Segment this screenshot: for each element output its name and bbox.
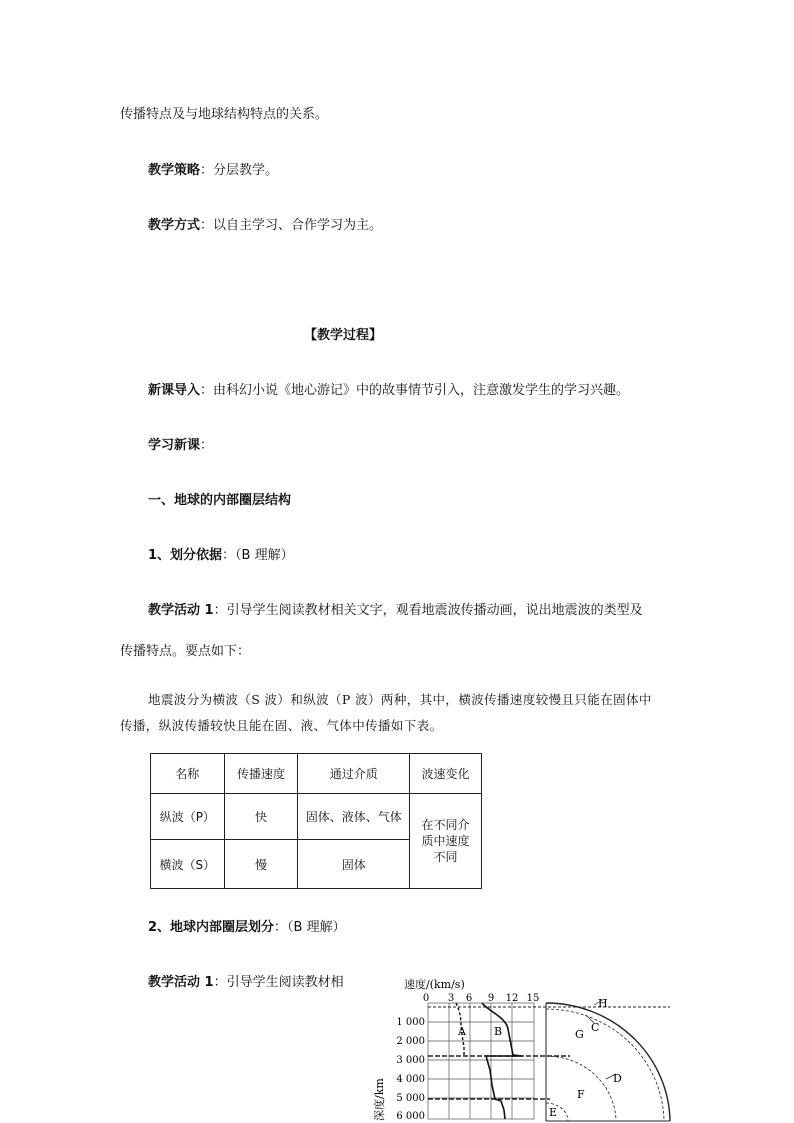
depth-axis-label: 深度/km [373,1078,386,1121]
header-cell: 名称 [151,754,225,794]
depth-tick: 1 000 [396,1017,425,1028]
table-cell: 固体 [298,840,410,889]
header-cell: 波速变化 [409,754,481,794]
activity1-label: 教学活动 1 [148,603,214,618]
change-line-1: 在不同介 [421,818,470,832]
sub1-text: ：（B 理解） [222,548,294,563]
header-cell: 传播速度 [224,754,298,794]
activity1-text: ：引导学生阅读教材相关文字，观看地震波传播动画，说出地震波的类型及 [213,603,643,618]
activity2-line [148,974,344,992]
sub2-label: 2、地球内部圈层划分 [148,920,275,935]
sub2-line [148,919,346,937]
table-cell: 快 [224,794,298,840]
activity2-label: 教学活动 1 [148,975,214,990]
chart-grid [428,1003,534,1119]
strategy-line [148,162,278,180]
method-text: ：以自主学习、合作学习为主。 [200,218,383,233]
speed-tick: 15 [526,993,540,1004]
newlesson-label: 学习新课 [148,438,201,453]
intro-label: 新课导入 [148,383,201,398]
handwritten-line-2: 传播，纵波传播较快且能在固、液、气体中传播如下表。 [120,718,443,733]
region-label-d: D [613,1072,622,1085]
speed-tick: 6 [465,993,473,1004]
speed-tick: 12 [505,993,519,1004]
depth-tick: 4 000 [396,1074,425,1085]
strategy-label: 教学策略 [148,163,201,178]
change-line-3: 不同 [433,850,458,864]
speed-axis-label: 速度/(km/s) [404,978,465,991]
newlesson-colon: ： [200,438,214,453]
table-cell: 慢 [224,840,298,889]
curve-label-a: A [458,1025,466,1038]
depth-tick: 3 000 [396,1055,425,1066]
speed-tick: 0 [422,993,430,1004]
crust-boundary-arc [546,1009,664,1121]
handwritten-line-1: 地震波分为横波（S 波）和纵波（P 波）两种，其中，横波传播速度较慢且只能在固体中 [148,692,652,707]
change-line-2: 质中速度 [421,834,470,848]
earth-surface-arc [546,1003,670,1121]
paragraph-line-1: 传播特点及与地球结构特点的关系。 [120,107,329,122]
sub2-text: ：（B 理解） [274,920,346,935]
depth-tick: 6 000 [396,1111,425,1122]
region-label-e: E [549,1106,558,1119]
section-1-heading: 一、地球的内部圈层结构 [148,493,292,508]
newlesson-line [148,437,213,455]
curve-label-b: B [494,1025,503,1038]
table-row [151,794,482,840]
region-label-f: F [577,1088,585,1101]
activity1-continuation: 传播特点。要点如下： [120,644,251,659]
region-label-g: G [575,1028,584,1041]
method-line [148,217,382,235]
activity2-text: ：引导学生阅读教材相 [213,975,344,990]
activity1-line [148,602,643,620]
earth-interior-figure [370,975,682,1123]
depth-tick: 2 000 [396,1036,425,1047]
table-header-row [151,754,482,794]
intro-line [148,382,629,400]
depth-tick: 5 000 [396,1093,425,1104]
table-cell: 横波（S） [151,840,225,889]
grid-frame [428,1003,534,1119]
strategy-text: ：分层教学。 [200,163,279,178]
sub1-line [148,547,294,565]
region-label-c: C [591,1021,600,1034]
intro-text: ：由科幻小说《地心游记》中的故事情节引入，注意激发学生的学习兴趣。 [200,383,630,398]
earth-cross-section [546,999,670,1121]
table-cell: 固体、液体、气体 [298,794,410,840]
sub1-label: 1、划分依据 [148,548,223,563]
speed-tick: 3 [447,993,455,1004]
process-heading: 【教学过程】 [304,328,383,343]
seismic-wave-table [150,753,482,889]
p-wave-curve [482,1003,522,1119]
table-cell: 纵波（P） [151,794,225,840]
header-cell: 通过介质 [298,754,410,794]
table-cell-merged [409,794,481,889]
region-label-h: H [598,997,608,1010]
speed-tick: 9 [487,993,495,1004]
method-label: 教学方式 [148,218,201,233]
